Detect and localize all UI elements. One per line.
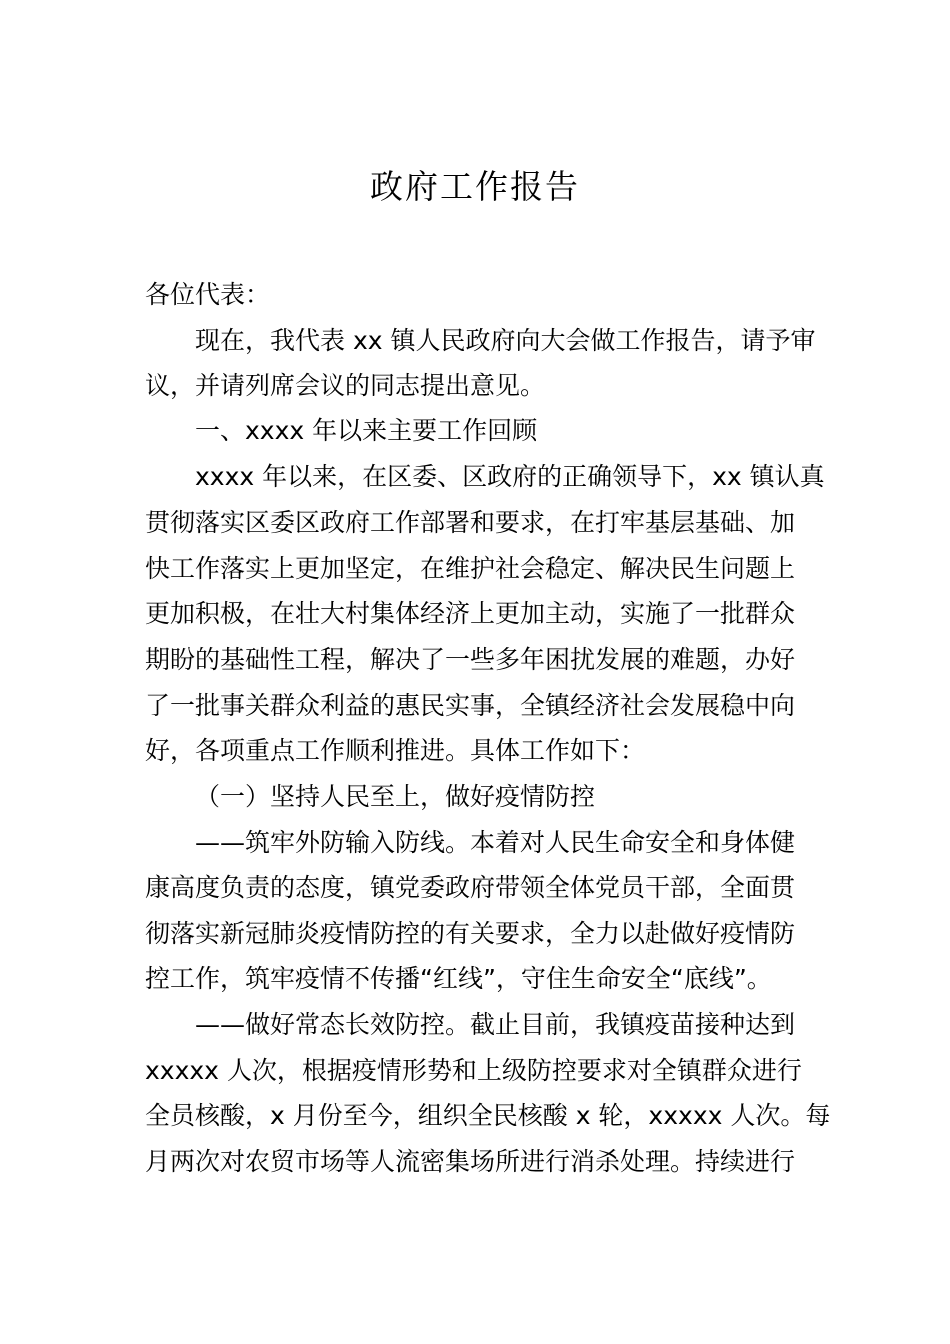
review-paragraph-line: 贯彻落实区委区政府工作部署和要求，在打牢基层基础、加 bbox=[145, 508, 796, 537]
review-paragraph-line: 快工作落实上更加坚定，在维护社会稳定、解决民生问题上 bbox=[145, 554, 796, 583]
subsection-heading: （一）坚持人民至上，做好疫情防控 bbox=[195, 782, 596, 811]
review-paragraph-line: 好，各项重点工作顺利推进。具体工作如下： bbox=[145, 736, 646, 765]
control-paragraph-line: 全员核酸，x 月份至今，组织全民核酸 x 轮，xxxxx 人次。每 bbox=[145, 1101, 831, 1130]
intro-paragraph-line: 现在，我代表 xx 镇人民政府向大会做工作报告，请予审 bbox=[195, 326, 816, 355]
review-paragraph-line: 期盼的基础性工程，解决了一些多年困扰发展的难题，办好 bbox=[145, 645, 796, 674]
review-paragraph-line: 了一批事关群众利益的惠民实事，全镇经济社会发展稳中向 bbox=[145, 691, 796, 720]
review-paragraph-line: 更加积极，在壮大村集体经济上更加主动，实施了一批群众 bbox=[145, 599, 796, 628]
prevention-paragraph-line: ——筑牢外防输入防线。本着对人民生命安全和身体健 bbox=[195, 828, 796, 857]
review-paragraph-line: xxxx 年以来，在区委、区政府的正确领导下，xx 镇认真 bbox=[195, 462, 825, 491]
section-heading: 一、xxxx 年以来主要工作回顾 bbox=[195, 416, 538, 445]
control-paragraph-line: ——做好常态长效防控。截止目前，我镇疫苗接种达到 bbox=[195, 1010, 796, 1039]
control-paragraph-line: 月两次对农贸市场等人流密集场所进行消杀处理。持续进行 bbox=[145, 1147, 796, 1176]
intro-paragraph-line: 议，并请列席会议的同志提出意见。 bbox=[145, 371, 546, 400]
salutation-line: 各位代表： bbox=[145, 280, 271, 309]
prevention-paragraph-line: 康高度负责的态度，镇党委政府带领全体党员干部，全面贯 bbox=[145, 873, 796, 902]
document-title: 政府工作报告 bbox=[370, 167, 580, 206]
prevention-paragraph-line: 彻落实新冠肺炎疫情防控的有关要求，全力以赴做好疫情防 bbox=[145, 919, 796, 948]
prevention-paragraph-line: 控工作，筑牢疫情不传播“红线”，守住生命安全“底线”。 bbox=[145, 964, 772, 993]
control-paragraph-line: xxxxx 人次，根据疫情形势和上级防控要求对全镇群众进行 bbox=[145, 1056, 802, 1085]
